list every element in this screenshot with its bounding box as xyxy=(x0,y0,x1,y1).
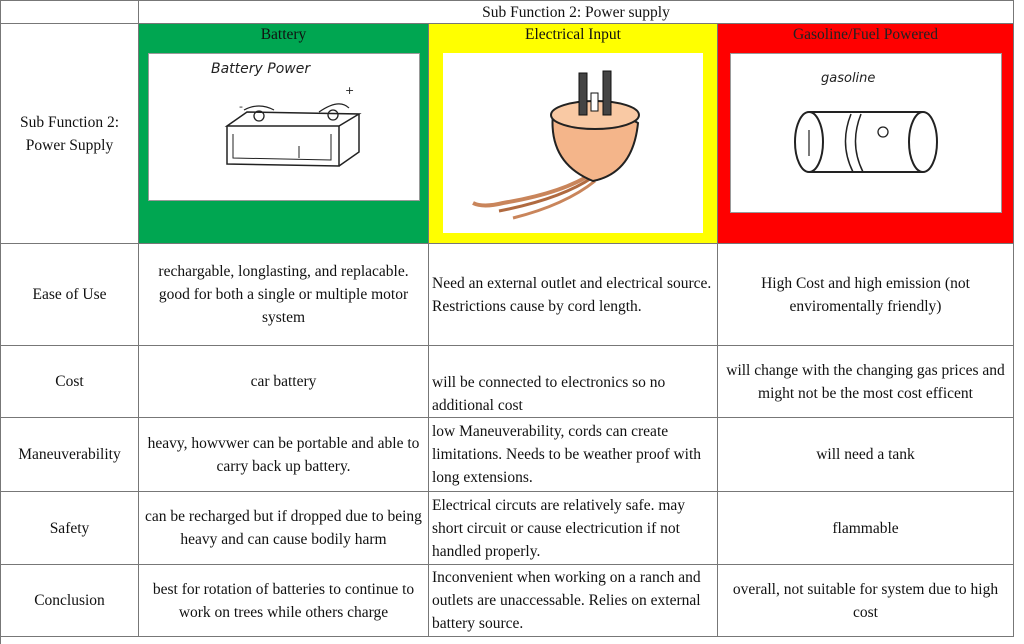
criterion-cost: Cost xyxy=(1,346,139,418)
battery-sketch-caption: Battery Power xyxy=(210,61,310,77)
battery-icon xyxy=(149,54,419,200)
svg-text:+: + xyxy=(344,84,354,97)
gasoline-maneuverability: will need a tank xyxy=(718,418,1014,492)
electrical-cost: will be connected to electronics so no additional cost xyxy=(429,346,718,418)
option-electrical-label: Electrical Input xyxy=(525,26,621,43)
battery-safety: can be recharged but if dropped due to being heavy and can cause bodily harm xyxy=(139,492,429,565)
criterion-conclusion: Conclusion xyxy=(1,565,139,637)
plug-sketch xyxy=(443,53,703,233)
gasoline-ease-of-use: High Cost and high emission (not enviromentally friendly) xyxy=(718,244,1014,346)
row-label-subfunction xyxy=(1,24,139,244)
header-corner-cell xyxy=(1,0,139,24)
subfunction-label: Sub Function 2: Power Supply xyxy=(19,113,120,154)
option-battery xyxy=(139,24,429,244)
option-electrical xyxy=(429,24,718,244)
criterion-safety: Safety xyxy=(1,492,139,565)
electrical-conclusion: Inconvenient when working on a ranch and outlets are unaccessable. Relies on external battery source. xyxy=(429,565,718,637)
fuel-tank-icon xyxy=(731,54,1001,212)
electrical-maneuverability: low Maneuverability, cords can create limitations. Needs to be weather proof with long extensions. xyxy=(429,418,718,492)
electrical-ease-of-use: Need an external outlet and electrical source. Restrictions cause by cord length. xyxy=(429,244,718,346)
plug-icon xyxy=(443,53,703,233)
electrical-safety: Electrical circuts are relatively safe. may short circuit or cause electricution if not handled properly. xyxy=(429,492,718,565)
gasoline-cost: will change with the changing gas prices and might not be the most cost efficent xyxy=(718,346,1014,418)
battery-ease-of-use: rechargable, longlasting, and replacable. good for both a single or multiple motor system xyxy=(139,244,429,346)
battery-cost: car battery xyxy=(139,346,429,418)
battery-maneuverability: heavy, howvwer can be portable and able to carry back up battery. xyxy=(139,418,429,492)
fuel-tank-sketch xyxy=(730,53,1002,213)
table-title: Sub Function 2: Power supply xyxy=(139,0,1014,24)
gasoline-conclusion: overall, not suitable for system due to high cost xyxy=(718,565,1014,637)
option-gasoline-label: Gasoline/Fuel Powered xyxy=(792,26,939,43)
criterion-maneuverability: Maneuverability xyxy=(1,418,139,492)
svg-text:-: - xyxy=(238,100,243,113)
gasoline-safety: flammable xyxy=(718,492,1014,565)
battery-conclusion: best for rotation of batteries to continue to work on trees while others charge xyxy=(139,565,429,637)
criterion-ease-of-use: Ease of Use xyxy=(1,244,139,346)
battery-sketch xyxy=(148,53,420,201)
option-battery-label: Battery xyxy=(260,26,307,43)
option-gasoline xyxy=(718,24,1014,244)
gasoline-sketch-caption: gasoline xyxy=(820,71,875,86)
